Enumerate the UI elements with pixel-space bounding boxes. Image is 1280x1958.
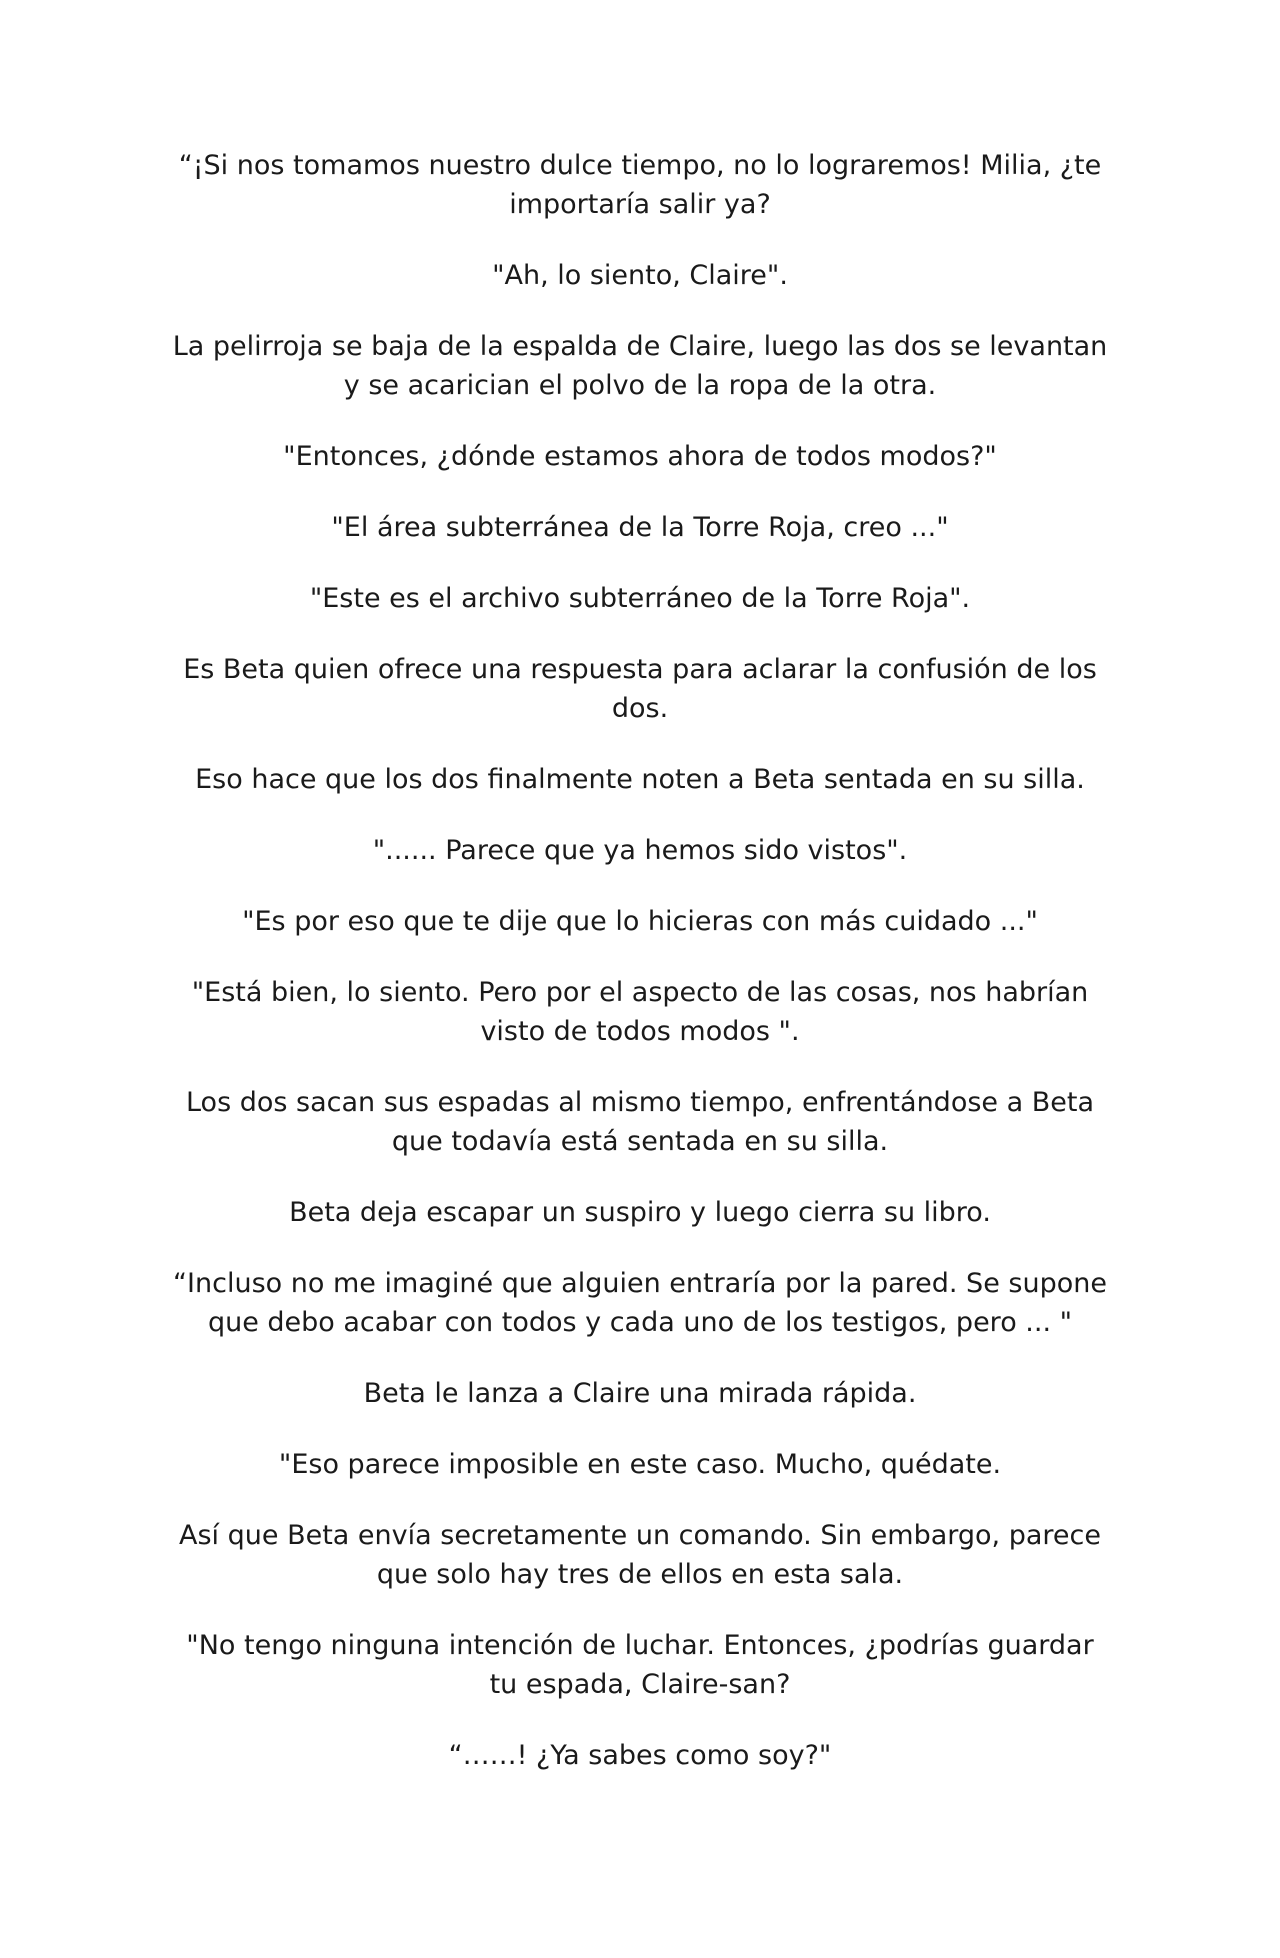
- body-text: [170, 146, 1110, 1807]
- paragraph: "No tengo ninguna intención de luchar. Entonces, ¿podrías guardar tu espada, Claire-san?: [186, 1630, 1094, 1700]
- paragraph: "...... Parece que ya hemos sido vistos".: [372, 835, 908, 866]
- paragraph: Beta le lanza a Claire una mirada rápida.: [363, 1378, 917, 1409]
- paragraph: "Es por eso que te dije que lo hicieras con más cuidado ...": [242, 906, 1038, 937]
- paragraph: "Entonces, ¿dónde estamos ahora de todos modos?": [283, 441, 997, 472]
- paragraph: “¡Si nos tomamos nuestro dulce tiempo, no lo lograremos! Milia, ¿te importaría salir ya?: [178, 150, 1102, 220]
- paragraph: “……! ¿Ya sabes como soy?": [448, 1740, 832, 1771]
- paragraph: La pelirroja se baja de la espalda de Claire, luego las dos se levantan y se acarician el polvo de la ropa de la otra.: [172, 331, 1108, 401]
- paragraph: Los dos sacan sus espadas al mismo tiempo, enfrentándose a Beta que todavía está sentada en su silla.: [185, 1087, 1094, 1157]
- paragraph: Beta deja escapar un suspiro y luego cierra su libro.: [289, 1197, 991, 1228]
- paragraph: “Incluso no me imaginé que alguien entraría por la pared. Se supone que debo acabar con todos y cada uno de los testigos, pero ... ": [173, 1268, 1107, 1338]
- paragraph: Eso hace que los dos finalmente noten a Beta sentada en su silla.: [195, 764, 1085, 795]
- paragraph: "Eso parece imposible en este caso. Mucho, quédate.: [278, 1449, 1002, 1480]
- paragraph: Así que Beta envía secretamente un comando. Sin embargo, parece que solo hay tres de ellos en esta sala.: [179, 1520, 1101, 1590]
- paragraph: "Este es el archivo subterráneo de la Torre Roja".: [309, 583, 971, 614]
- paragraph: Es Beta quien ofrece una respuesta para aclarar la confusión de los dos.: [183, 654, 1097, 724]
- paragraph: "El área subterránea de la Torre Roja, creo ...": [331, 512, 949, 543]
- paragraph: "Ah, lo siento, Claire".: [492, 260, 788, 291]
- paragraph: "Está bien, lo siento. Pero por el aspecto de las cosas, nos habrían visto de todos modos ".: [191, 977, 1089, 1047]
